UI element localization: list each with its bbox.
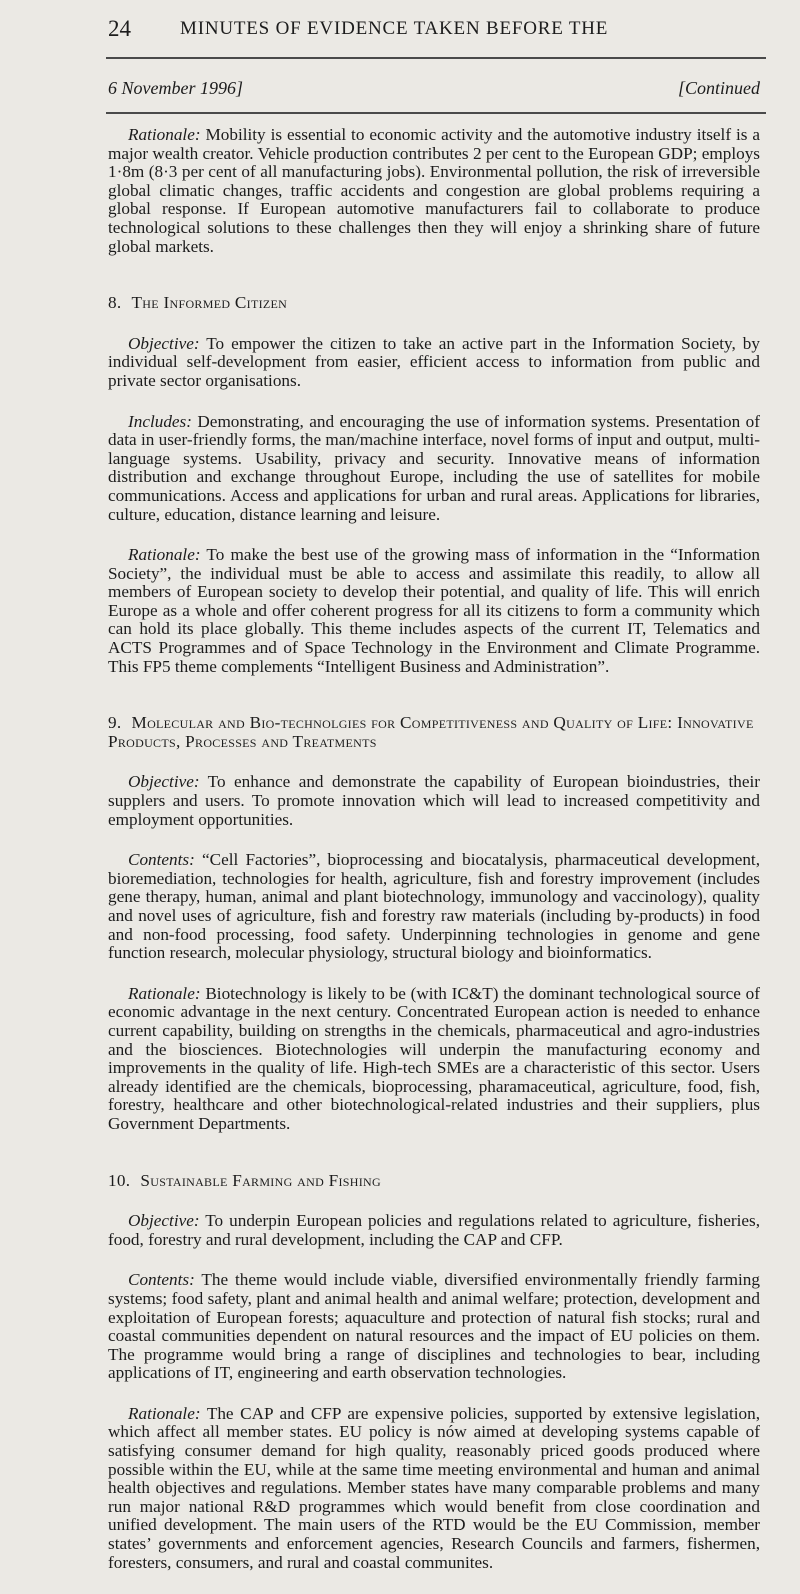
section-8-rationale	[108, 546, 760, 676]
paragraph-text: To make the best use of the growing mass of information in the “Information Society”, the individual must be able to access and assimilate this readily, to allow all members of European society to develop their potential, and quality of life. This will enrich Europe as a whole and offer coherent progress for all its citizens to form a community which can hold its place globally. This theme includes aspects of the current IT, Telematics and ACTS Programmes and of Space Technology in the Environment and Climate Programme. This FP5 theme complements “Intelligent Business and Administration”.	[108, 545, 760, 676]
section-heading-8	[108, 294, 760, 313]
paragraph-lead: Objective:	[128, 772, 200, 792]
paragraph-text: “Cell Factories”, bioprocessing and biocatalysis, pharmaceutical development, bioremediation, technologies for health, agriculture, fish and forestry improvement (includes gene therapy, human, animal and plant biotechnology, immunology and vaccinology), quality and novel uses of agriculture, fish and forestry raw materials (including by-products) in food and non-food processing, food safety. Underpinning technologies in genome and gene function research, molecular physiology, structural biology and bioinformatics.	[108, 850, 760, 963]
page-number: 24	[108, 16, 131, 41]
header-rule-bottom	[106, 112, 766, 114]
section-10-objective	[108, 1212, 760, 1249]
section-9-rationale	[108, 985, 760, 1134]
paragraph-lead: Contents:	[128, 1270, 195, 1290]
paragraph-text: To empower the citizen to take an active part in the Information Society, by individual self-development from easier, efficient access to information from public and private sector organisations.	[108, 333, 760, 390]
section-9-contents	[108, 851, 760, 963]
section-9-objective	[108, 773, 760, 829]
paragraph-text: To underpin European policies and regulations related to agriculture, fisheries, food, forestry and rural development, including the CAP and CFP.	[108, 1211, 760, 1249]
running-title: MINUTES OF EVIDENCE TAKEN BEFORE THE	[180, 18, 609, 39]
header-rule-top	[106, 57, 766, 59]
running-head	[108, 16, 760, 46]
section-10-rationale	[108, 1405, 760, 1572]
section-heading-9	[108, 714, 760, 751]
section-title: Molecular and Bio-technolgies for Competitiveness and Quality of Life: Innovative Products, Processes and Treatments	[108, 713, 754, 751]
section-8-objective	[108, 335, 760, 391]
section-number: 10.	[108, 1170, 131, 1190]
section-title: The Informed Citizen	[131, 293, 288, 313]
paragraph-text: The CAP and CFP are expensive policies, supported by extensive legislation, which affect all member states. EU policy is nów aimed at developing systems capable of satisfying consumer demand for high quality, reasonably priced goods produced where possible within the EU, while at the same time meeting environmental and human and animal health objectives and regulations. Member states have many comparable problems and many run major national R&D programmes which would benefit from close coordination and unified development. The main users of the RTD would be the EU Commission, member states’ governments and enforcement agencies, Research Councils and farmers, fishermen, foresters, consumers, and rural and coastal communites.	[108, 1403, 760, 1572]
paragraph-lead: Objective:	[128, 333, 200, 353]
paragraph-text: Demonstrating, and encouraging the use of information systems. Presentation of data in user-friendly forms, the man/machine interface, novel forms of input and output, multi-language systems. Usability, privacy and security. Innovative means of information distribution and exchange throughout Europe, including the use of satellites for mobile communications. Access and applications for urban and rural areas. Applications for libraries, culture, education, distance learning and leisure.	[108, 411, 760, 524]
paragraph-lead: Includes:	[128, 411, 192, 431]
paragraph-text: The theme would include viable, diversified environmentally friendly farming systems; food safety, plant and animal health and animal welfare; protection, development and exploitation of European forests; aquaculture and protection of natural fish stocks; rural and coastal communities dependent on natural resources and the impact of EU policies on them. The programme would bring a range of disciplines and technologies to bear, including applications of IT, engineering and earth observation technologies.	[108, 1270, 760, 1383]
session-date: 6 November 1996]	[108, 78, 243, 98]
date-line	[108, 78, 760, 102]
section-title: Sustainable Farming and Fishing	[140, 1170, 381, 1190]
paragraph-lead: Contents:	[128, 850, 195, 870]
body-text	[108, 126, 760, 1594]
paragraph-text: Biotechnology is likely to be (with IC&T) the dominant technological source of economic advantage in the next century. Concentrated European action is needed to enhance current capability, building on strengths in the chemicals, pharmaceutical and agro-industries and the biosciences. Biotechnologies will underpin the manufacturing economy and improvements in the quality of life. High-tech SMEs are a characteristic of this sector. Users already identified are the chemicals, bioprocessing, pharamaceutical, agriculture, food, fish, forestry, healthcare and other biotechnological-related industries and their suppliers, plus Government Departments.	[108, 983, 760, 1133]
paragraph-text: To enhance and demonstrate the capability of European bioindustries, their supplers and users. To promote innovation which will lead to increased competitivity and employment opportunities.	[108, 772, 760, 829]
section-heading-10	[108, 1172, 760, 1191]
section-8-includes	[108, 413, 760, 525]
paragraph-lead: Rationale:	[128, 545, 201, 565]
section-number: 9.	[108, 713, 122, 733]
paragraph-lead: Rationale:	[128, 983, 201, 1003]
paragraph-lead: Objective:	[128, 1211, 200, 1231]
intro-rationale-paragraph	[108, 126, 760, 256]
section-10-contents	[108, 1271, 760, 1383]
section-number: 8.	[108, 293, 122, 313]
paragraph-lead: Rationale:	[128, 1403, 201, 1423]
paragraph-text: Mobility is essential to economic activity and the automotive industry itself is a major wealth creator. Vehicle production contributes 2 per cent to the European GDP; employs 1·8m (8·3 per cent of all manufacturing jobs). Environmental pollution, the risk of irreversible global climatic changes, traffic accidents and congestion are global problems requiring a global response. If European automotive manufacturers fail to collaborate to produce technological solutions to these challenges then they will enjoy a shrinking share of future global markets.	[108, 125, 760, 256]
continued-label: [Continued	[677, 78, 760, 98]
paragraph-lead: Rationale:	[128, 125, 201, 144]
